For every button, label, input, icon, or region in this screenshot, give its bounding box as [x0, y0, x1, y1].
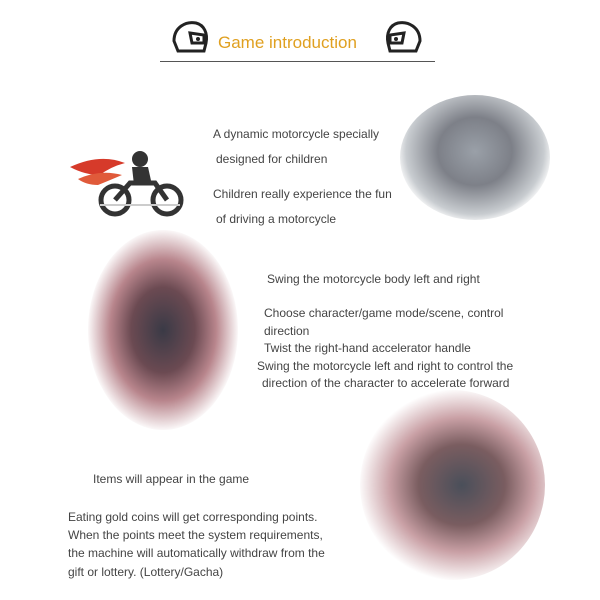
intro-line-1: A dynamic motorcycle specially: [213, 127, 380, 141]
control-swing: Swing the motorcycle body left and right: [267, 272, 480, 286]
control-swing-2a: Swing the motorcycle left and right to control the: [257, 359, 514, 373]
photo-child-on-machine: [88, 230, 238, 430]
photo-arcade-row: [360, 390, 545, 580]
items-para-3: the machine will automatically withdraw from the: [68, 546, 325, 560]
photo-children-playing: [400, 95, 550, 220]
intro-line-3: Children really experience the fun: [213, 187, 392, 201]
items-para-1: Eating gold coins will get corresponding points.: [68, 510, 318, 524]
helmet-icon: [168, 17, 210, 59]
control-choose-2: direction: [264, 324, 310, 338]
page-title: Game introduction: [218, 33, 357, 52]
items-title: Items will appear in the game: [93, 472, 250, 486]
items-para-2: When the points meet the system requirements,: [68, 528, 323, 542]
items-para-4: gift or lottery. (Lottery/Gacha): [68, 565, 224, 579]
helmet-icon: [384, 17, 426, 59]
intro-line-4: of driving a motorcycle: [216, 212, 337, 226]
header-divider: [160, 61, 435, 62]
control-swing-2b: direction of the character to accelerate forward: [262, 376, 510, 390]
control-twist: Twist the right-hand accelerator handle: [264, 341, 471, 355]
motorcycle-rider-icon: [70, 145, 190, 220]
control-choose-1: Choose character/game mode/scene, control: [264, 306, 504, 320]
intro-line-2: designed for children: [216, 152, 328, 166]
